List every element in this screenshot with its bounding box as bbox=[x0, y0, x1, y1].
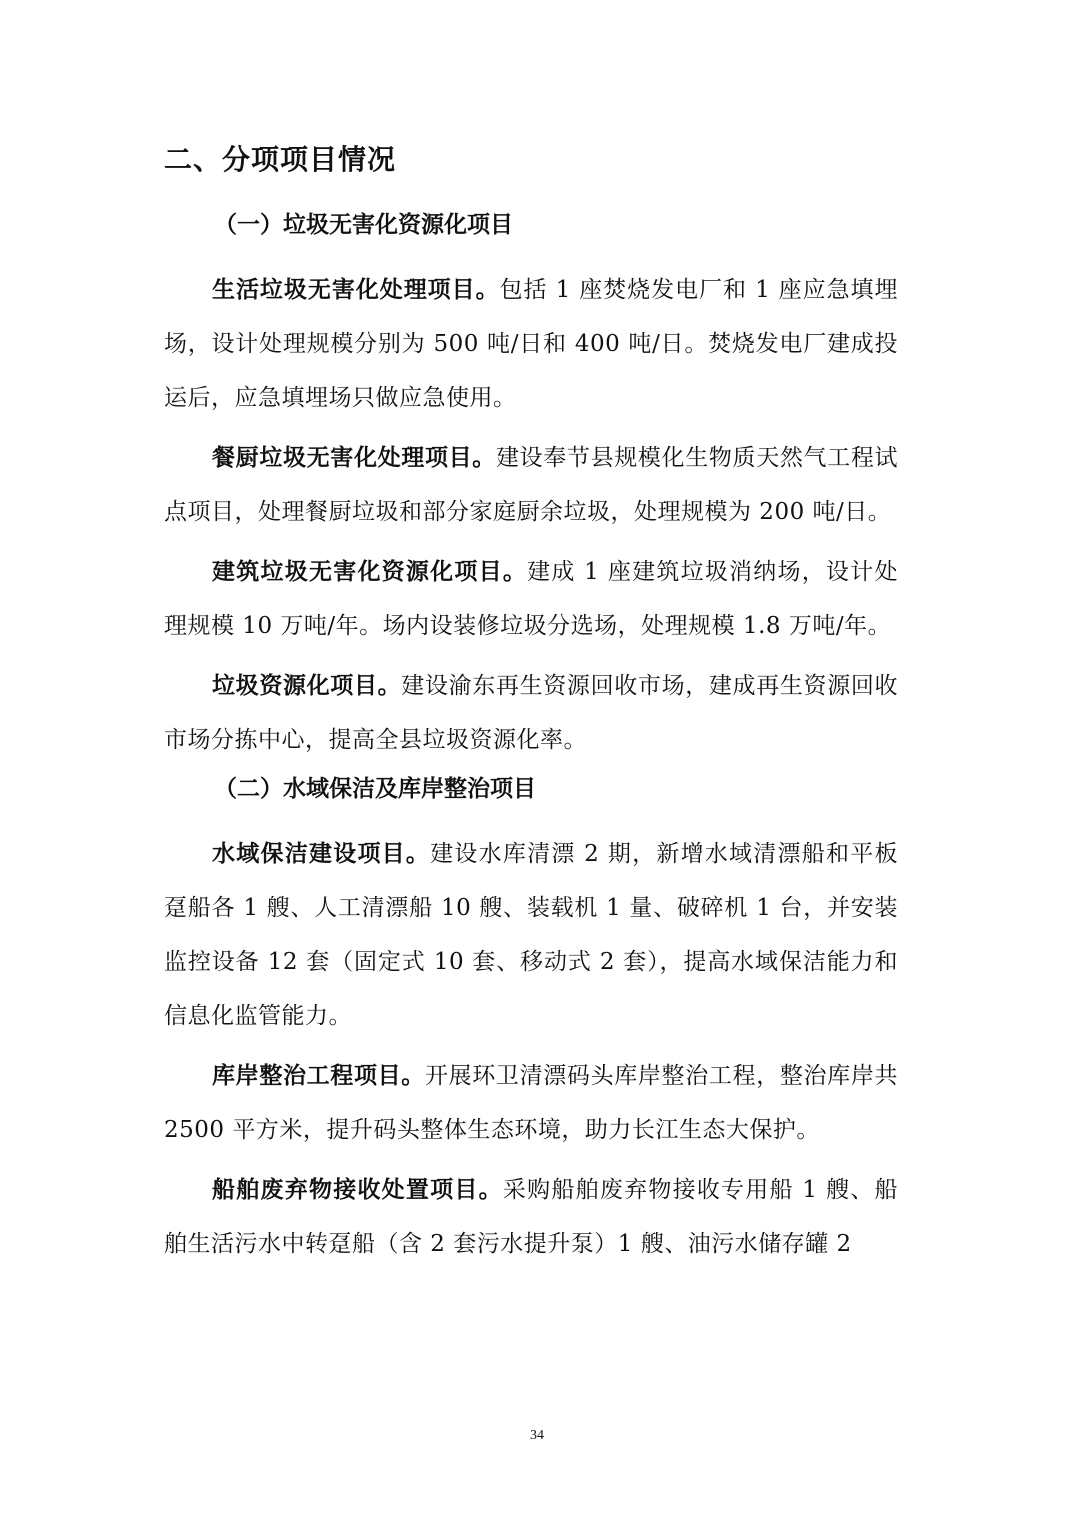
subsection-heading-2: （二）水域保洁及库岸整治项目 bbox=[214, 775, 536, 802]
paragraph-text: 建设渝东再生资源回收市场，建成再生资源回收市场分拣中心，提高全县垃圾资源化率。 bbox=[164, 673, 899, 753]
paragraph-text: 包括 1 座焚烧发电厂和 1 座应急填埋场，设计处理规模分别为 500 吨/日和 400 吨/日。焚烧发电厂建成投运后，应急填埋场只做应急使用。 bbox=[164, 277, 899, 411]
paragraph-text: 建成 1 座建筑垃圾消纳场，设计处理规模 10 万吨/年。场内设装修垃圾分选场，处理规模 1.8 万吨/年。 bbox=[164, 559, 899, 639]
section-heading: 二、分项项目情况 bbox=[164, 143, 397, 176]
paragraph-kitchen-waste bbox=[164, 431, 898, 539]
paragraph-lead: 餐厨垃圾无害化处理项目。 bbox=[212, 444, 496, 471]
paragraph-ship-waste bbox=[164, 1163, 898, 1271]
paragraph-lead: 船舶废弃物接收处置项目。 bbox=[212, 1176, 503, 1203]
paragraph-construction-waste bbox=[164, 545, 898, 653]
paragraph-text: 开展环卫清漂码头库岸整治工程，整治库岸共 2500 平方米，提升码头整体生态环境，助力长江生态大保护。 bbox=[164, 1063, 899, 1143]
paragraph-lead: 垃圾资源化项目。 bbox=[212, 672, 402, 699]
paragraph-text: 建设水库清漂 2 期，新增水域清漂船和平板趸船各 1 艘、人工清漂船 10 艘、装载机 1 量、破碎机 1 台，并安装监控设备 12 套（固定式 10 套、移动式 2 套），提高水域保洁能力和信息化监管能力。 bbox=[164, 841, 898, 1029]
paragraph-water-cleaning bbox=[164, 827, 898, 1043]
paragraph-domestic-waste bbox=[164, 263, 898, 425]
page-number: 34 bbox=[530, 1428, 544, 1443]
paragraph-text: 采购船舶废弃物接收专用船 1 艘、船舶生活污水中转趸船（含 2 套污水提升泵）1 艘、油污水储存罐 2 bbox=[164, 1177, 898, 1257]
subsection-heading-1: （一）垃圾无害化资源化项目 bbox=[214, 211, 513, 238]
paragraph-waste-recycling bbox=[164, 659, 898, 767]
paragraph-lead: 生活垃圾无害化处理项目。 bbox=[212, 276, 500, 303]
paragraph-lead: 库岸整治工程项目。 bbox=[212, 1062, 425, 1089]
document-page bbox=[164, 140, 898, 1277]
paragraph-bank-remediation bbox=[164, 1049, 898, 1157]
paragraph-lead: 建筑垃圾无害化资源化项目。 bbox=[212, 558, 528, 585]
paragraph-text: 建设奉节县规模化生物质天然气工程试点项目，处理餐厨垃圾和部分家庭厨余垃圾，处理规模为 200 吨/日。 bbox=[164, 445, 899, 525]
paragraph-lead: 水域保洁建设项目。 bbox=[212, 840, 431, 867]
